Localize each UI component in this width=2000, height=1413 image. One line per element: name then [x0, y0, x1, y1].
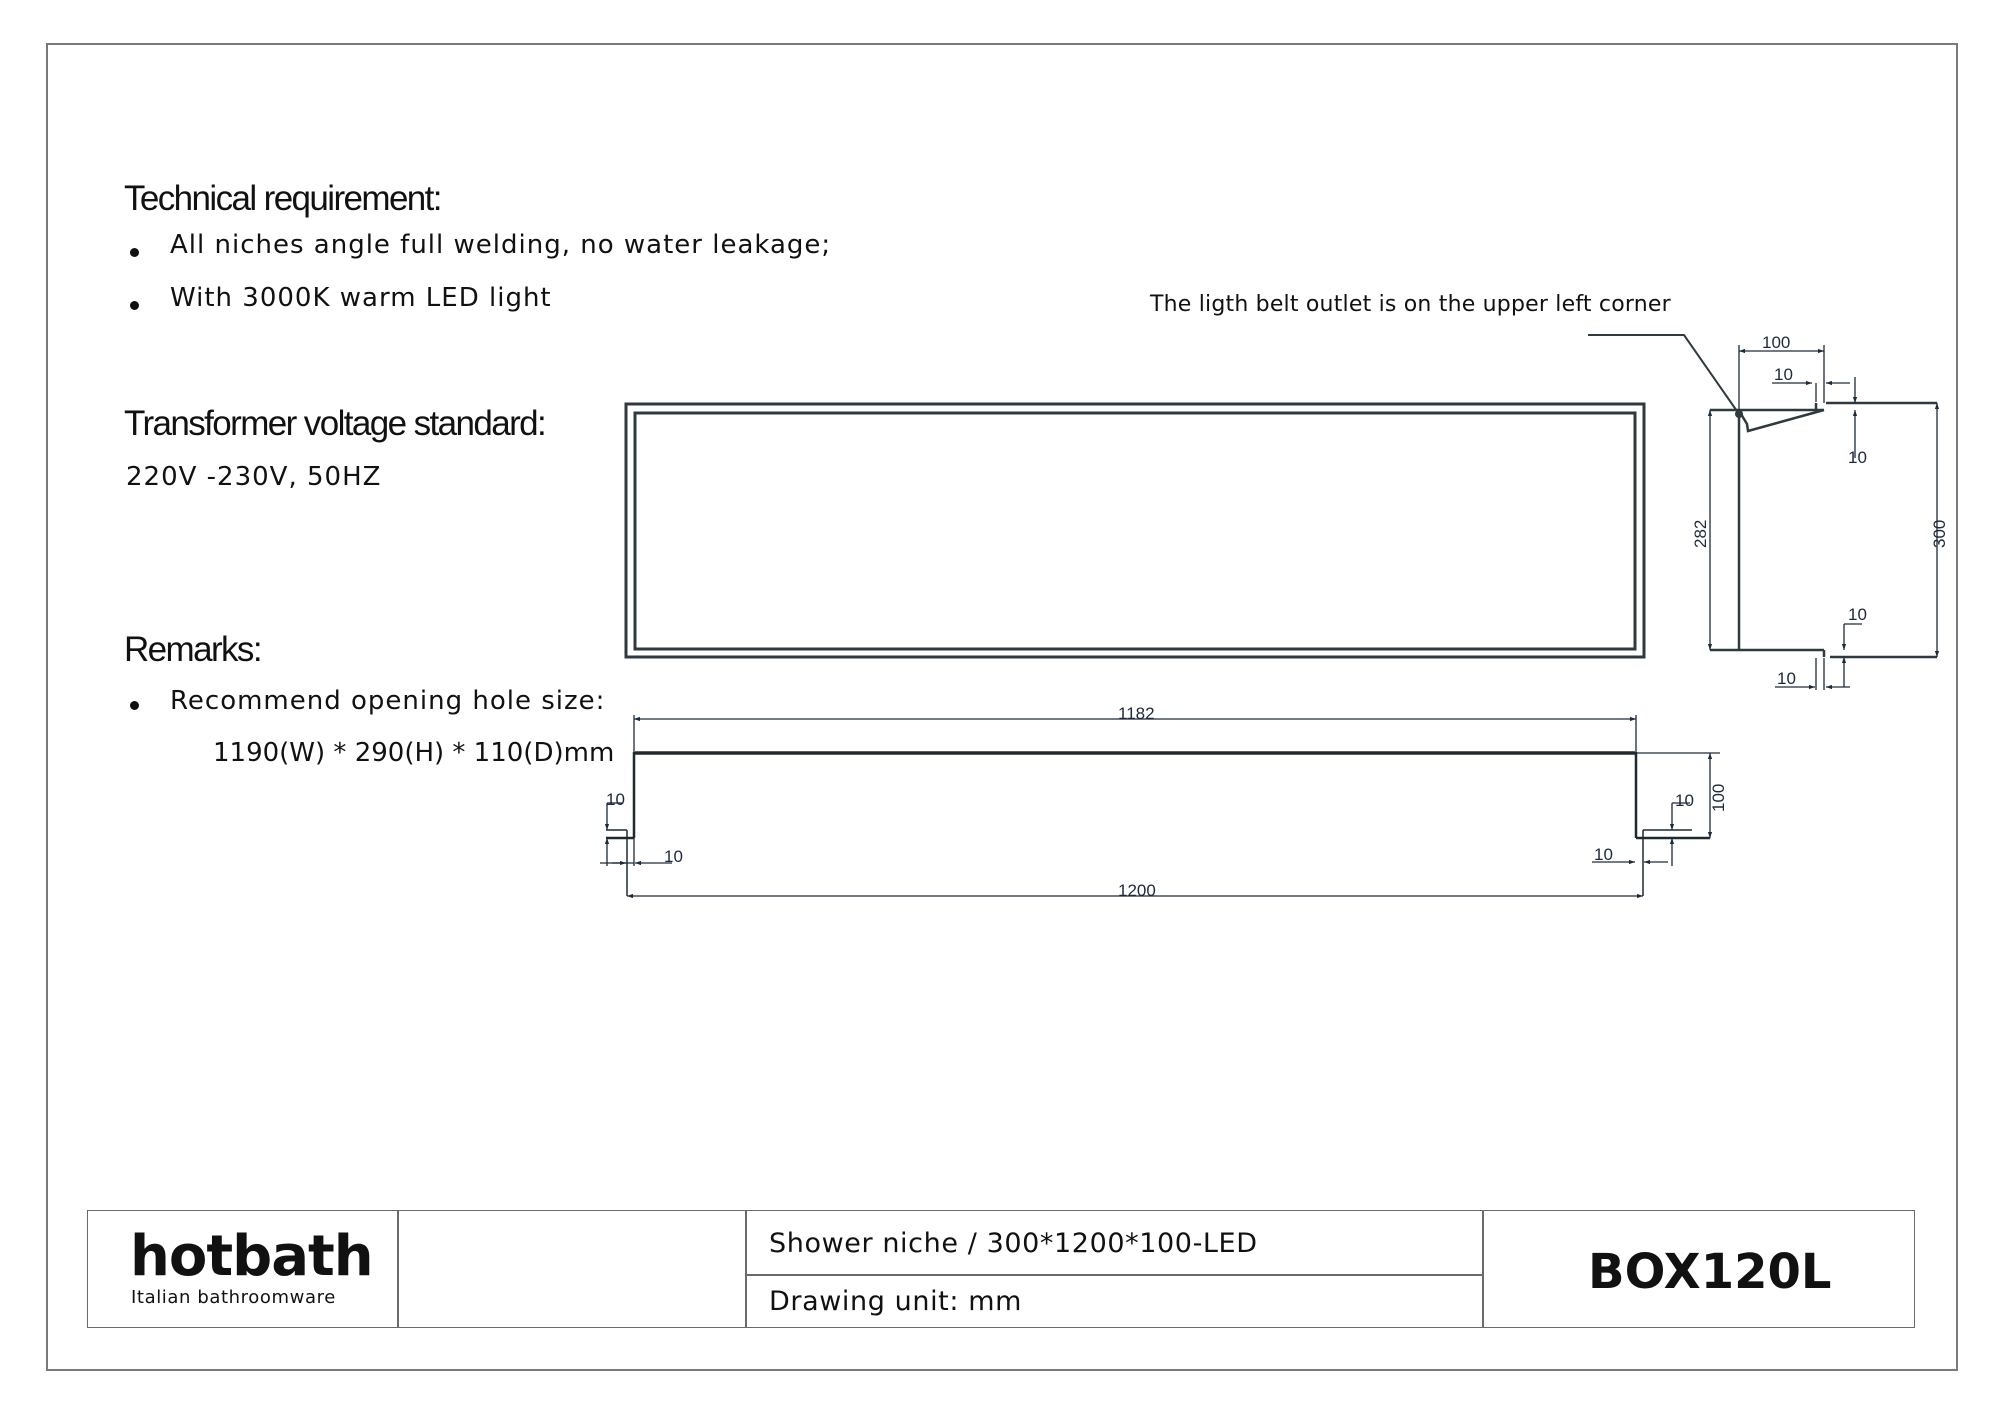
- side-view-dimensions: [1710, 345, 1937, 690]
- drawing-unit: Drawing unit: mm: [769, 1286, 1023, 1317]
- top-right-horizontal-label: 10: [1594, 845, 1613, 864]
- remarks-heading: Remarks:: [124, 630, 261, 669]
- top-left-horizontal-label: 10: [664, 847, 683, 866]
- brand-tagline: Italian bathroomware: [131, 1287, 336, 1308]
- side-depth-label: 100: [1762, 333, 1791, 352]
- outlet-note: The ligth belt outlet is on the upper left corner: [1150, 292, 1671, 317]
- side-inner-height-label: 282: [1691, 519, 1710, 548]
- remarks-item: Recommend opening hole size:: [170, 686, 606, 716]
- product-description: Shower niche / 300*1200*100-LED: [769, 1228, 1258, 1259]
- side-top-flange-label: 10: [1774, 365, 1793, 384]
- top-outer-width-label: 1200: [1118, 881, 1156, 900]
- brand-logo: hotbath: [130, 1224, 373, 1289]
- transformer-value: 220V -230V, 50HZ: [126, 462, 382, 492]
- title-block: [87, 1210, 1915, 1328]
- top-right-vertical-label: 10: [1675, 791, 1694, 810]
- requirement-item: All niches angle full welding, no water leakage;: [170, 230, 832, 260]
- side-top-vertical-label: 10: [1848, 448, 1867, 467]
- transformer-heading: Transformer voltage standard:: [124, 404, 546, 443]
- divider: [745, 1211, 747, 1327]
- divider: [1482, 1211, 1484, 1327]
- side-outer-height-label: 300: [1930, 519, 1949, 548]
- top-depth-label: 100: [1709, 783, 1728, 812]
- front-view: [626, 404, 1644, 657]
- side-bottom-vertical-label: 10: [1848, 605, 1867, 624]
- top-view: [606, 752, 1710, 896]
- top-inner-width-label: 1182: [1118, 704, 1155, 723]
- technical-requirement-heading: Technical requirement:: [124, 179, 441, 218]
- divider: [397, 1211, 399, 1327]
- hole-size-value: 1190(W) * 290(H) * 110(D)mm: [213, 738, 615, 768]
- side-bottom-flange-label: 10: [1777, 669, 1796, 688]
- top-view-dimensions: [600, 715, 1720, 896]
- top-left-vertical-label: 10: [606, 790, 625, 809]
- divider: [745, 1274, 1483, 1276]
- front-inner-frame: [635, 413, 1635, 649]
- model-number: BOX120L: [1588, 1244, 1832, 1300]
- requirement-item: With 3000K warm LED light: [170, 283, 552, 313]
- side-view: [1710, 403, 1937, 657]
- front-outer-frame: [626, 404, 1644, 657]
